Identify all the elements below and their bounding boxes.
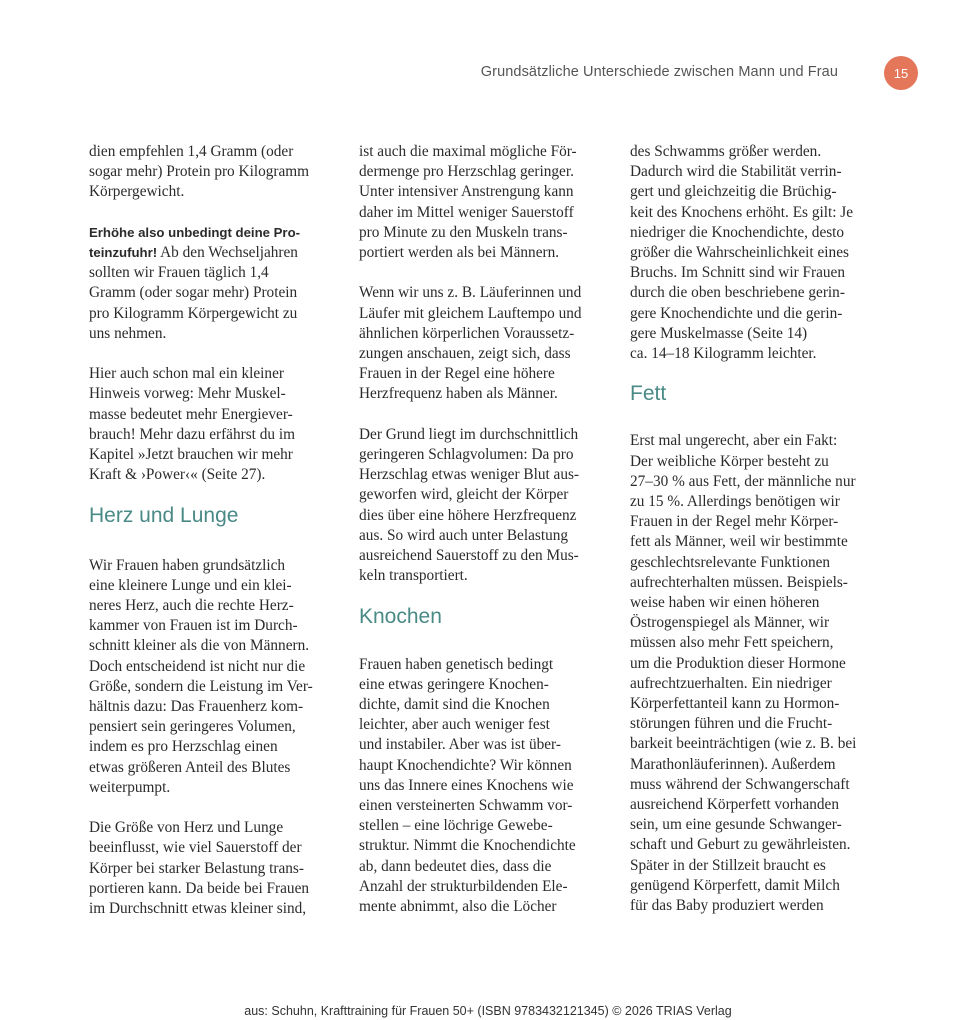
text-line: Der weibliche Körper besteht zu bbox=[630, 452, 829, 470]
text-line: durch die oben beschriebene gerin- bbox=[630, 284, 845, 302]
text-line: daher im Mittel weniger Sauerstoff bbox=[359, 203, 574, 221]
text-line: kammer von Frauen ist im Durch- bbox=[89, 617, 298, 635]
text-line: stellen – eine löchrige Gewebe- bbox=[359, 817, 553, 835]
text-line: gert und gleichzeitig die Brüchig- bbox=[630, 183, 837, 201]
text-line: Unter intensiver Anstrengung kann bbox=[359, 183, 574, 201]
column-3 bbox=[630, 142, 875, 936]
text-line: sollten wir Frauen täglich 1,4 bbox=[89, 264, 269, 282]
text-line: niedriger die Knochendichte, desto bbox=[630, 223, 845, 241]
text-line: brauch! Mehr dazu erfährst du im bbox=[89, 425, 295, 443]
text-line: Später in der Stillzeit braucht es bbox=[630, 856, 826, 874]
paragraph bbox=[89, 818, 334, 919]
paragraph bbox=[89, 364, 334, 485]
text-line: Körper bei starker Belastung trans- bbox=[89, 859, 304, 877]
text-line: Hier auch schon mal ein kleiner bbox=[89, 365, 284, 383]
text-line: schnitt kleiner als die von Männern. bbox=[89, 637, 310, 655]
text-line: müssen also mehr Fett speichern, bbox=[630, 634, 834, 652]
bold-text: teinzufuhr! bbox=[89, 245, 158, 260]
text-line: leichter, aber auch weniger fest bbox=[359, 716, 550, 734]
text-line: struktur. Nimmt die Knochendichte bbox=[359, 837, 576, 855]
text-line: neres Herz, auch die rechte Herz- bbox=[89, 597, 294, 615]
text-line: störungen führen und die Frucht- bbox=[630, 715, 833, 733]
paragraph bbox=[89, 556, 334, 798]
paragraph-protein bbox=[89, 223, 334, 344]
paragraph bbox=[630, 142, 875, 364]
text-line: Kraft & ›Power‹« (Seite 27). bbox=[89, 466, 266, 484]
text-line: Der Grund liegt im durchschnittlich bbox=[359, 425, 579, 443]
text-line: masse bedeutet mehr Energiever- bbox=[89, 405, 293, 423]
paragraph bbox=[89, 142, 334, 203]
text-line: Anzahl der strukturbildenden Ele- bbox=[359, 877, 568, 895]
text-line: Die Größe von Herz und Lunge bbox=[89, 819, 284, 837]
text-line: Erst mal ungerecht, aber ein Fakt: bbox=[630, 432, 838, 450]
page-number-badge: 15 bbox=[884, 56, 918, 90]
text-line: portieren kann. Da beide bei Frauen bbox=[89, 879, 310, 897]
text-line: im Durchschnitt etwas kleiner sind, bbox=[89, 900, 307, 918]
footer-citation: aus: Schuhn, Krafttraining für Frauen 50+ (ISBN 9783432121345) © 2026 TRIAS Verlag bbox=[244, 1004, 732, 1018]
text-line: weise haben wir einen höheren bbox=[630, 594, 820, 612]
section-heading: Knochen bbox=[359, 604, 442, 628]
text-line: Wir Frauen haben grundsätzlich bbox=[89, 556, 286, 574]
text-line: pro Kilogramm Körpergewicht zu bbox=[89, 304, 298, 322]
text-line: geschlechtsrelevante Funktionen bbox=[630, 553, 831, 571]
text-line: Kapitel »Jetzt brauchen wir mehr bbox=[89, 446, 293, 464]
text-line: ausreichend Körperfett vorhanden bbox=[630, 796, 839, 814]
text-line: Herzfrequenz haben als Männer. bbox=[359, 385, 558, 403]
text-line: ausreichend Sauerstoff zu den Mus- bbox=[359, 547, 579, 565]
text-line: Doch entscheidend ist nicht nur die bbox=[89, 657, 306, 675]
text-line: fett als Männer, weil wir bestimmte bbox=[630, 533, 848, 551]
section-heading: Fett bbox=[630, 382, 667, 406]
text-line: eine kleinere Lunge und ein klei- bbox=[89, 576, 292, 594]
text-line: Körpergewicht. bbox=[89, 183, 185, 201]
text-line: Größe, sondern die Leistung im Ver- bbox=[89, 677, 313, 695]
text-line: sein, um eine gesunde Schwanger- bbox=[630, 816, 842, 834]
text-line: Bruchs. Im Schnitt sind wir Frauen bbox=[630, 264, 845, 282]
text-line: Frauen haben genetisch bedingt bbox=[359, 655, 554, 673]
text-line: beeinflusst, wie viel Sauerstoff der bbox=[89, 839, 302, 857]
text-line: barkeit beeinträchtigen (wie z. B. bei bbox=[630, 735, 857, 753]
text-line: größer die Wahrscheinlichkeit eines bbox=[630, 244, 849, 262]
text-line: aus. So wird auch unter Belastung bbox=[359, 526, 569, 544]
text-line: schaft und Geburt zu gewährleisten. bbox=[630, 836, 851, 854]
text-line: ca. 14–18 Kilogramm leichter. bbox=[630, 345, 817, 363]
text-line: 27–30 % aus Fett, der männliche nur bbox=[630, 472, 856, 490]
text-line: uns das Innere eines Knochens wie bbox=[359, 776, 574, 794]
text-line: etwas größeren Anteil des Blutes bbox=[89, 758, 291, 776]
text-line: gere Knochendichte und die gerin- bbox=[630, 304, 843, 322]
column-2 bbox=[359, 142, 604, 937]
paragraph bbox=[359, 142, 604, 263]
paragraph bbox=[359, 425, 604, 587]
text-line: indem es pro Herzschlag einen bbox=[89, 738, 278, 756]
text-line: weiterpumpt. bbox=[89, 778, 171, 796]
paragraph bbox=[359, 655, 604, 918]
section-heading: Herz und Lunge bbox=[89, 503, 239, 527]
text-line: sogar mehr) Protein pro Kilogramm bbox=[89, 163, 310, 181]
text-line: keln transportiert. bbox=[359, 567, 468, 585]
paragraph bbox=[359, 283, 604, 404]
text-line: zu 15 %. Allerdings benötigen wir bbox=[630, 493, 840, 511]
text-line: Wenn wir uns z. B. Läuferinnen und bbox=[359, 284, 582, 302]
text-line: aufrechterhalten müssen. Beispiels- bbox=[630, 573, 848, 591]
text-line: mente abnimmt, also die Löcher bbox=[359, 898, 557, 916]
text-line: ähnlichen körperlichen Voraussetz- bbox=[359, 324, 575, 342]
text-line: dichte, damit sind die Knochen bbox=[359, 696, 550, 714]
text-line: Frauen in der Regel eine höhere bbox=[359, 365, 555, 383]
text-line: für das Baby produziert werden bbox=[630, 897, 824, 915]
text-line: des Schwamms größer werden. bbox=[630, 143, 822, 160]
text-line: pensiert sein geringeres Volumen, bbox=[89, 718, 296, 736]
text-line: haupt Knochendichte? Wir können bbox=[359, 756, 572, 774]
text-line: Herzschlag etwas weniger Blut aus- bbox=[359, 466, 580, 484]
text-line: Körperfettanteil kann zu Hormon- bbox=[630, 695, 840, 713]
text-line: ist auch die maximal mögliche För- bbox=[359, 143, 577, 160]
text-line: portiert werden als bei Männern. bbox=[359, 244, 560, 262]
text-line: pro Minute zu den Muskeln trans- bbox=[359, 223, 568, 241]
text-line: ab, dann bedeutet dies, dass die bbox=[359, 857, 552, 875]
text-line: dermenge pro Herzschlag geringer. bbox=[359, 163, 574, 181]
text-line: um die Produktion dieser Hormone bbox=[630, 654, 846, 672]
text-line: gere Muskelmasse (Seite 14) bbox=[630, 324, 808, 342]
text-line: keit des Knochens erhöht. Es gilt: Je bbox=[630, 203, 854, 221]
text-line: Läufer mit gleichem Lauftempo und bbox=[359, 304, 582, 322]
text-line: zungen anschauen, zeigt sich, dass bbox=[359, 345, 571, 363]
text-line: Marathonläuferinnen). Außerdem bbox=[630, 755, 836, 773]
text-line: genügend Körperfett, damit Milch bbox=[630, 876, 840, 894]
text-line: hältnis dazu: Das Frauenherz kom- bbox=[89, 698, 304, 716]
text-line: Gramm (oder sogar mehr) Protein bbox=[89, 284, 298, 302]
paragraph bbox=[630, 431, 875, 916]
text-line: geworfen wird, gleicht der Körper bbox=[359, 486, 569, 504]
text-line: einen versteinerten Schwamm vor- bbox=[359, 797, 573, 815]
running-header: Grundsätzliche Unterschiede zwischen Mann und Frau bbox=[480, 64, 838, 80]
text: Ab den Wechseljahren bbox=[157, 244, 298, 261]
text-line: und instabiler. Aber was ist über- bbox=[359, 736, 561, 754]
text-line: dies über eine höhere Herzfrequenz bbox=[359, 506, 577, 524]
text-line: Dadurch wird die Stabilität verrin- bbox=[630, 163, 842, 181]
text-line: eine etwas geringere Knochen- bbox=[359, 675, 549, 693]
text-line: Hinweis vorweg: Mehr Muskel- bbox=[89, 385, 286, 403]
text-line: dien empfehlen 1,4 Gramm (oder bbox=[89, 143, 294, 160]
text-line: geringeren Schlagvolumen: Da pro bbox=[359, 446, 574, 464]
column-1 bbox=[89, 142, 334, 939]
bold-text: Erhöhe also unbedingt deine Pro- bbox=[89, 224, 301, 240]
text-line: Östrogenspiegel als Männer, wir bbox=[630, 614, 830, 632]
text-line: uns nehmen. bbox=[89, 324, 167, 342]
text-line: muss während der Schwangerschaft bbox=[630, 775, 850, 793]
text-line: Frauen in der Regel mehr Körper- bbox=[630, 513, 839, 531]
text-line: aufrechtzuerhalten. Ein niedriger bbox=[630, 674, 832, 692]
